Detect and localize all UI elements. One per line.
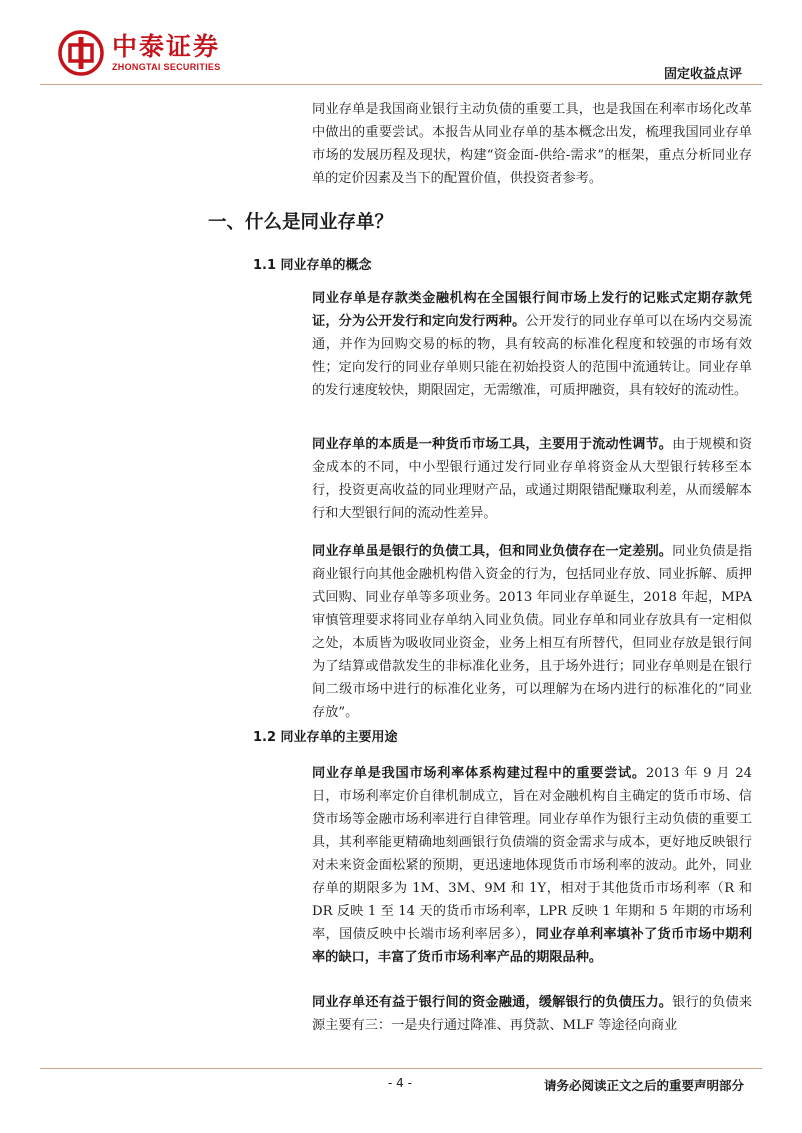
subsection-heading-1-2: 1.2 同业存单的主要用途 xyxy=(253,730,398,745)
logo-english-name: ZHONGTAI SECURITIES xyxy=(112,62,221,72)
disclaimer-note: 请务必阅读正文之后的重要声明部分 xyxy=(543,1078,744,1093)
company-logo xyxy=(58,30,221,76)
section-heading: 一、什么是同业存单？ xyxy=(208,212,394,233)
subsection-heading-1-1: 1.1 同业存单的概念 xyxy=(253,258,372,273)
paragraph-lead: 同业存单是我国市场利率体系构建过程中的重要尝试。 xyxy=(312,766,646,781)
paragraph-body: 同业负债是指商业银行向其他金融机构借入资金的行为，包括同业存放、同业拆解、质押式回购、同业存单等多项业务。2013 年同业存单诞生，2018 年起，MPA 审慎管理要求将同业存单纳入同业负债。同业存单和同业存放具有一定相似之处，本质皆为吸收同业资金，业务上相互有所替代，但同业存放是银行间为了结算或借款发生的非标准化业务，且于场外进行；同业存单则是在银行间二级市场中进行的标准化业务，可以理解为在场内进行的标准化的“同业存放”。 xyxy=(312,544,753,720)
paragraph-usage-2 xyxy=(312,991,752,1037)
paragraph-concept-2 xyxy=(312,433,752,525)
page-number: - 4 - xyxy=(388,1076,412,1090)
paragraph-body: 银行的负债来源主要有三：一是央行通过降准、再贷款、MLF 等途径向商业 xyxy=(312,995,753,1033)
paragraph-body: 2013 年 9 月 24 日，市场利率定价自律机制成立，旨在对金融机构自主确定的货币市场、信贷市场等金融市场利率进行自律管理。同业存单作为银行主动负债的重要工具，其利率能更精确地刻画银行负债端的资金需求与成本，更好地反映银行对未来资金面松紧的预期，更迅速地体现货币市场利率的波动。此外，同业存单的期限多为 1M、3M、9M 和 1Y，相对于其他货币市场利率（R 和 DR 反映 1 至 14 天的货币市场利率，LPR 反映 1 年期和 5 年期的市场利率，国债反映中长端市场利率居多）， xyxy=(312,766,753,942)
paragraph-body: 公开发行的同业存单可以在场内交易流通，并作为回购交易的标的物，具有较高的标准化程度和较强的市场有效性；定向发行的同业存单则只能在初始投资人的范围中流通转让。同业存单的发行速度较快，期限固定，无需缴准，可质押融资，具有较好的流动性。 xyxy=(312,314,752,398)
paragraph-body: 由于规模和资金成本的不同，中小型银行通过发行同业存单将资金从大型银行转移至本行，投资更高收益的同业理财产品，或通过期限错配赚取利差，从而缓解本行和大型银行间的流动性差异。 xyxy=(312,437,753,521)
abstract-paragraph: 同业存单是我国商业银行主动负债的重要工具，也是我国在利率市场化改革中做出的重要尝试。本报告从同业存单的基本概念出发，梳理我国同业存单市场的发展历程及现状，构建“资金面-供给-需求”的框架，重点分析同业存单的定价因素及当下的配置价值，供投资者参考。 xyxy=(312,102,752,186)
paragraph-lead: 同业存单虽是银行的负债工具，但和同业负债存在一定差别。 xyxy=(312,544,673,559)
paragraph-concept-1 xyxy=(312,287,752,402)
paragraph-usage-1 xyxy=(312,762,752,969)
paragraph-conclusion: 同业存单利率填补了货币市场中期利率的缺口，丰富了货币市场利率产品的期限品种。 xyxy=(312,927,753,965)
zhongtai-logo-icon xyxy=(58,30,104,76)
paragraph-lead: 同业存单的本质是一种货币市场工具，主要用于流动性调节。 xyxy=(312,437,673,452)
paragraph-concept-3 xyxy=(312,540,752,724)
paragraph-lead: 同业存单还有益于银行间的资金融通，缓解银行的负债压力。 xyxy=(312,995,673,1010)
footer-divider xyxy=(40,1068,762,1069)
logo-chinese-name: 中泰证券 xyxy=(112,32,221,61)
paragraph-lead: 同业存单是存款类金融机构在全国银行间市场上发行的记账式定期存款凭证，分为公开发行和定向发行两种。 xyxy=(312,291,752,329)
header-divider xyxy=(40,84,762,85)
report-type-label: 固定收益点评 xyxy=(663,67,742,82)
